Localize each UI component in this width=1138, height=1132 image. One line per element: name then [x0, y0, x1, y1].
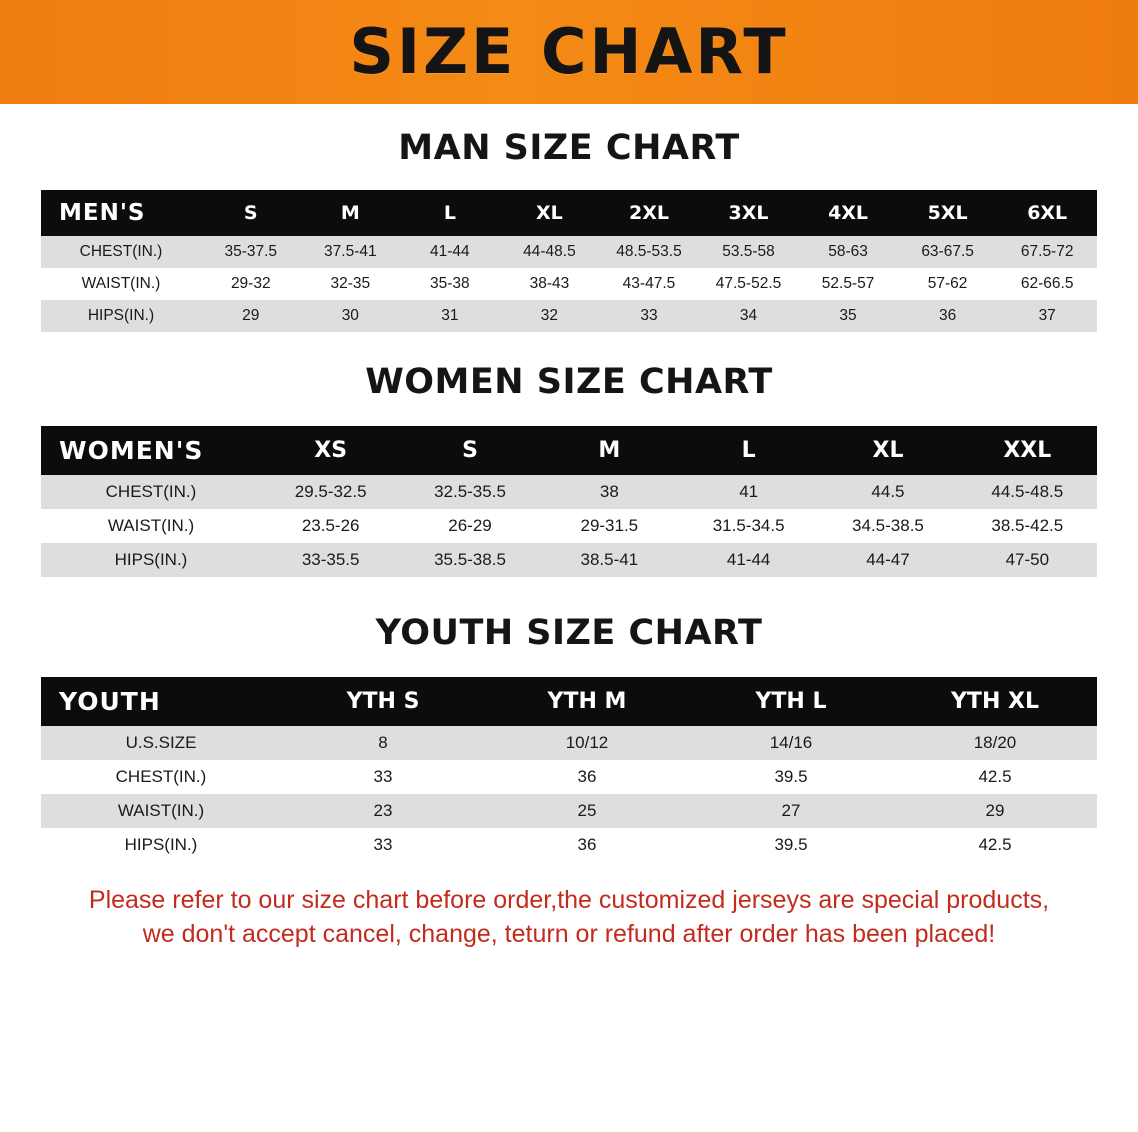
table-cell: 29	[201, 300, 301, 332]
youth-table-header	[41, 677, 1097, 726]
table-cell: 42.5	[893, 760, 1097, 794]
youth-size-table	[41, 677, 1097, 862]
table-cell: 37	[997, 300, 1097, 332]
row-label: HIPS(IN.)	[41, 828, 281, 862]
table-cell: 52.5-57	[798, 268, 898, 300]
table-cell: 62-66.5	[997, 268, 1097, 300]
table-cell: 33	[281, 828, 485, 862]
table-cell: 36	[485, 760, 689, 794]
table-corner-label: MEN'S	[41, 190, 201, 236]
table-cell: 44.5-48.5	[958, 475, 1097, 509]
note-line-2: we don't accept cancel, change, teturn or refund after order has been placed!	[142, 919, 996, 948]
man-section-heading: MAN SIZE CHART	[398, 128, 740, 168]
women-table-body	[41, 475, 1097, 577]
table-cell: 38	[540, 475, 679, 509]
table-corner-label: YOUTH	[41, 677, 281, 726]
column-header-3xl: 3XL	[699, 190, 799, 236]
note-line-1: Please refer to our size chart before order,the customized jerseys are special products,	[88, 886, 1050, 914]
table-cell: 42.5	[893, 828, 1097, 862]
table-cell: 37.5-41	[301, 236, 401, 268]
women-section-heading: WOMEN SIZE CHART	[365, 362, 773, 402]
row-label: U.S.SIZE	[41, 726, 281, 760]
table-cell: 8	[281, 726, 485, 760]
table-cell: 35	[798, 300, 898, 332]
table-cell: 43-47.5	[599, 268, 699, 300]
column-header-xl: XL	[818, 426, 957, 475]
women-size-table	[41, 426, 1097, 577]
table-row	[41, 760, 1097, 794]
page-title: SIZE CHART	[349, 15, 789, 88]
table-cell: 23	[281, 794, 485, 828]
table-cell: 31.5-34.5	[679, 509, 818, 543]
table-cell: 30	[301, 300, 401, 332]
column-header-s: S	[201, 190, 301, 236]
table-cell: 33	[281, 760, 485, 794]
table-cell: 36	[898, 300, 998, 332]
table-cell: 35.5-38.5	[400, 543, 539, 577]
table-cell: 39.5	[689, 828, 893, 862]
table-cell: 44.5	[818, 475, 957, 509]
table-cell: 38-43	[500, 268, 600, 300]
table-cell: 58-63	[798, 236, 898, 268]
table-cell: 41-44	[679, 543, 818, 577]
table-row	[41, 268, 1097, 300]
table-row	[41, 236, 1097, 268]
table-header-row	[41, 677, 1097, 726]
table-cell: 33	[599, 300, 699, 332]
row-label: HIPS(IN.)	[41, 300, 201, 332]
table-cell: 38.5-42.5	[958, 509, 1097, 543]
column-header-6xl: 6XL	[997, 190, 1097, 236]
table-cell: 44-48.5	[500, 236, 600, 268]
table-cell: 27	[689, 794, 893, 828]
table-cell: 41-44	[400, 236, 500, 268]
table-cell: 39.5	[689, 760, 893, 794]
table-cell: 34.5-38.5	[818, 509, 957, 543]
row-label: HIPS(IN.)	[41, 543, 261, 577]
column-header-yth-s: YTH S	[281, 677, 485, 726]
page-banner	[0, 0, 1138, 104]
table-cell: 67.5-72	[997, 236, 1097, 268]
women-size-table-wrap	[41, 426, 1097, 577]
table-cell: 36	[485, 828, 689, 862]
table-cell: 29.5-32.5	[261, 475, 400, 509]
row-label: WAIST(IN.)	[41, 268, 201, 300]
column-header-yth-xl: YTH XL	[893, 677, 1097, 726]
table-cell: 48.5-53.5	[599, 236, 699, 268]
table-cell: 32-35	[301, 268, 401, 300]
row-label: CHEST(IN.)	[41, 236, 201, 268]
column-header-m: M	[301, 190, 401, 236]
table-cell: 47.5-52.5	[699, 268, 799, 300]
table-cell: 38.5-41	[540, 543, 679, 577]
column-header-2xl: 2XL	[599, 190, 699, 236]
column-header-4xl: 4XL	[798, 190, 898, 236]
table-cell: 35-37.5	[201, 236, 301, 268]
table-row	[41, 828, 1097, 862]
man-size-table-wrap	[41, 190, 1097, 332]
table-cell: 29-31.5	[540, 509, 679, 543]
column-header-yth-l: YTH L	[689, 677, 893, 726]
table-cell: 33-35.5	[261, 543, 400, 577]
table-header-row	[41, 426, 1097, 475]
table-cell: 32.5-35.5	[400, 475, 539, 509]
table-cell: 25	[485, 794, 689, 828]
table-corner-label: WOMEN'S	[41, 426, 261, 475]
table-cell: 29-32	[201, 268, 301, 300]
table-cell: 32	[500, 300, 600, 332]
order-policy-note	[34, 884, 1104, 952]
man-size-table	[41, 190, 1097, 332]
table-row	[41, 543, 1097, 577]
row-label: WAIST(IN.)	[41, 794, 281, 828]
table-cell: 18/20	[893, 726, 1097, 760]
column-header-l: L	[679, 426, 818, 475]
man-table-header	[41, 190, 1097, 236]
man-table-body	[41, 236, 1097, 332]
youth-section-heading: YOUTH SIZE CHART	[375, 613, 763, 653]
table-header-row	[41, 190, 1097, 236]
table-row	[41, 726, 1097, 760]
column-header-xxl: XXL	[958, 426, 1097, 475]
table-cell: 23.5-26	[261, 509, 400, 543]
table-cell: 29	[893, 794, 1097, 828]
table-cell: 14/16	[689, 726, 893, 760]
table-cell: 47-50	[958, 543, 1097, 577]
table-row	[41, 509, 1097, 543]
table-cell: 35-38	[400, 268, 500, 300]
column-header-yth-m: YTH M	[485, 677, 689, 726]
column-header-m: M	[540, 426, 679, 475]
row-label: WAIST(IN.)	[41, 509, 261, 543]
row-label: CHEST(IN.)	[41, 760, 281, 794]
column-header-s: S	[400, 426, 539, 475]
youth-table-body	[41, 726, 1097, 862]
women-table-header	[41, 426, 1097, 475]
table-cell: 44-47	[818, 543, 957, 577]
table-cell: 53.5-58	[699, 236, 799, 268]
row-label: CHEST(IN.)	[41, 475, 261, 509]
table-cell: 41	[679, 475, 818, 509]
table-cell: 63-67.5	[898, 236, 998, 268]
table-cell: 26-29	[400, 509, 539, 543]
column-header-xl: XL	[500, 190, 600, 236]
youth-size-table-wrap	[41, 677, 1097, 862]
table-cell: 10/12	[485, 726, 689, 760]
table-cell: 34	[699, 300, 799, 332]
column-header-5xl: 5XL	[898, 190, 998, 236]
table-row	[41, 300, 1097, 332]
table-row	[41, 475, 1097, 509]
column-header-l: L	[400, 190, 500, 236]
column-header-xs: XS	[261, 426, 400, 475]
table-cell: 31	[400, 300, 500, 332]
table-row	[41, 794, 1097, 828]
table-cell: 57-62	[898, 268, 998, 300]
